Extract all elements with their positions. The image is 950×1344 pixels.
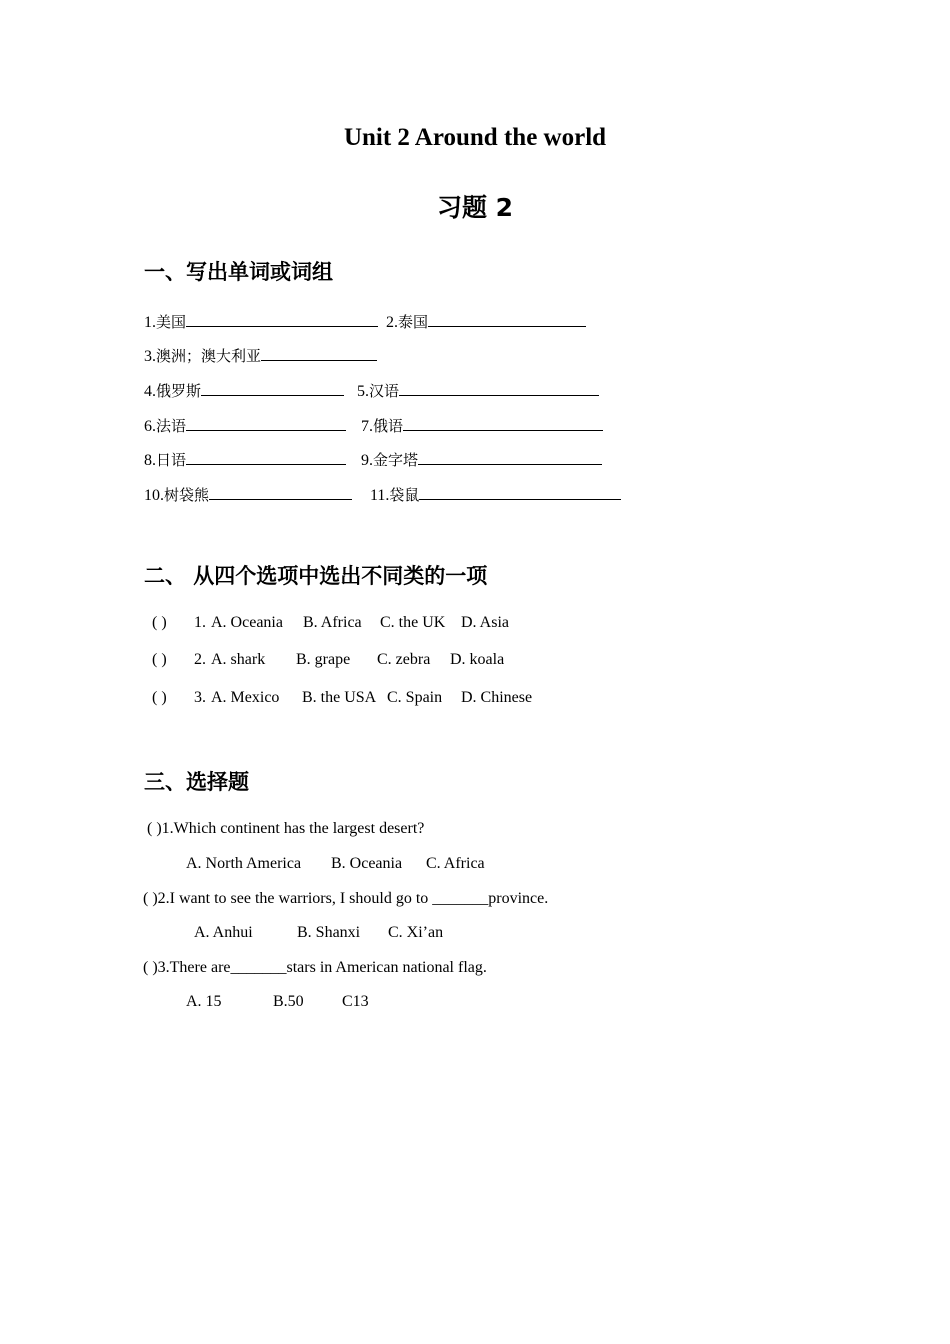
- odd-one-out-question-2: [152, 651, 167, 669]
- option-c: C. zebra: [377, 651, 431, 668]
- answer-parentheses[interactable]: ( ): [152, 689, 167, 706]
- answer-blank[interactable]: [399, 379, 599, 396]
- option-d: D. koala: [450, 651, 505, 668]
- option-c: C. the UK: [380, 614, 446, 631]
- answer-blank[interactable]: [418, 448, 602, 465]
- word-item-5: 5.汉语: [357, 379, 599, 401]
- question-number: 1.: [194, 614, 206, 631]
- answer-blank[interactable]: [209, 483, 352, 500]
- word-item-3: 3.澳洲；澳大利亚: [144, 344, 377, 366]
- answer-blank[interactable]: [428, 310, 586, 327]
- answer-parentheses[interactable]: ( ): [152, 651, 167, 668]
- section-1-heading: 一、写出单词或词组: [144, 260, 333, 284]
- option-d: D. Chinese: [461, 689, 533, 706]
- mc-question-2-option-b[interactable]: B. Shanxi: [297, 924, 361, 941]
- question-number: 2.: [194, 651, 206, 668]
- odd-one-out-question-3: [152, 689, 167, 707]
- mc-question-1-stem: ( )1.Which continent has the largest desert?: [147, 820, 425, 837]
- page-subtitle: 习题 2: [436, 193, 514, 222]
- mc-question-3-option-c[interactable]: C13: [342, 993, 369, 1010]
- answer-blank[interactable]: [261, 344, 377, 361]
- mc-question-2-stem: ( )2.I want to see the warriors, I should go to _______province.: [143, 890, 549, 907]
- mc-question-3-option-a[interactable]: A. 15: [186, 993, 222, 1010]
- option-d: D. Asia: [461, 614, 509, 631]
- word-item-4: 4.俄罗斯: [144, 379, 344, 401]
- mc-question-3-option-b[interactable]: B.50: [273, 993, 304, 1010]
- mc-question-2-option-a[interactable]: A. Anhui: [194, 924, 253, 941]
- word-item-7: 7.俄语: [361, 414, 603, 436]
- word-item-9: 9.金字塔: [361, 448, 602, 470]
- option-a: A. Oceania: [211, 614, 283, 631]
- answer-blank[interactable]: [186, 310, 378, 327]
- section-2-heading: 二、 从四个选项中选出不同类的一项: [144, 564, 488, 588]
- question-number: 3.: [194, 689, 206, 706]
- mc-question-2-option-c[interactable]: C. Xi’an: [388, 924, 444, 941]
- answer-blank[interactable]: [186, 414, 346, 431]
- word-item-8: 8.日语: [144, 448, 346, 470]
- answer-blank[interactable]: [186, 448, 346, 465]
- word-item-1: 1.美国: [144, 310, 378, 332]
- page-title: Unit 2 Around the world: [343, 124, 607, 151]
- option-a: A. shark: [211, 651, 266, 668]
- word-item-6: 6.法语: [144, 414, 346, 436]
- option-b: B. Africa: [303, 614, 362, 631]
- word-item-10: 10.树袋熊: [144, 483, 352, 505]
- answer-blank[interactable]: [201, 379, 344, 396]
- mc-question-1-option-b[interactable]: B. Oceania: [331, 855, 403, 872]
- mc-question-3-stem: ( )3.There are_______stars in American national flag.: [143, 959, 487, 976]
- mc-question-1-option-c[interactable]: C. Africa: [426, 855, 485, 872]
- option-b: B. the USA: [302, 689, 377, 706]
- section-3-heading: 三、选择题: [144, 770, 249, 794]
- answer-blank[interactable]: [419, 483, 621, 500]
- word-item-11: 11.袋鼠: [370, 483, 621, 505]
- mc-question-1-option-a[interactable]: A. North America: [186, 855, 302, 872]
- answer-blank[interactable]: [403, 414, 603, 431]
- option-b: B. grape: [296, 651, 351, 668]
- word-item-2: 2.泰国: [386, 310, 586, 332]
- option-a: A. Mexico: [211, 689, 280, 706]
- answer-parentheses[interactable]: ( ): [152, 614, 167, 631]
- odd-one-out-question-1: [152, 614, 167, 632]
- option-c: C. Spain: [387, 689, 443, 706]
